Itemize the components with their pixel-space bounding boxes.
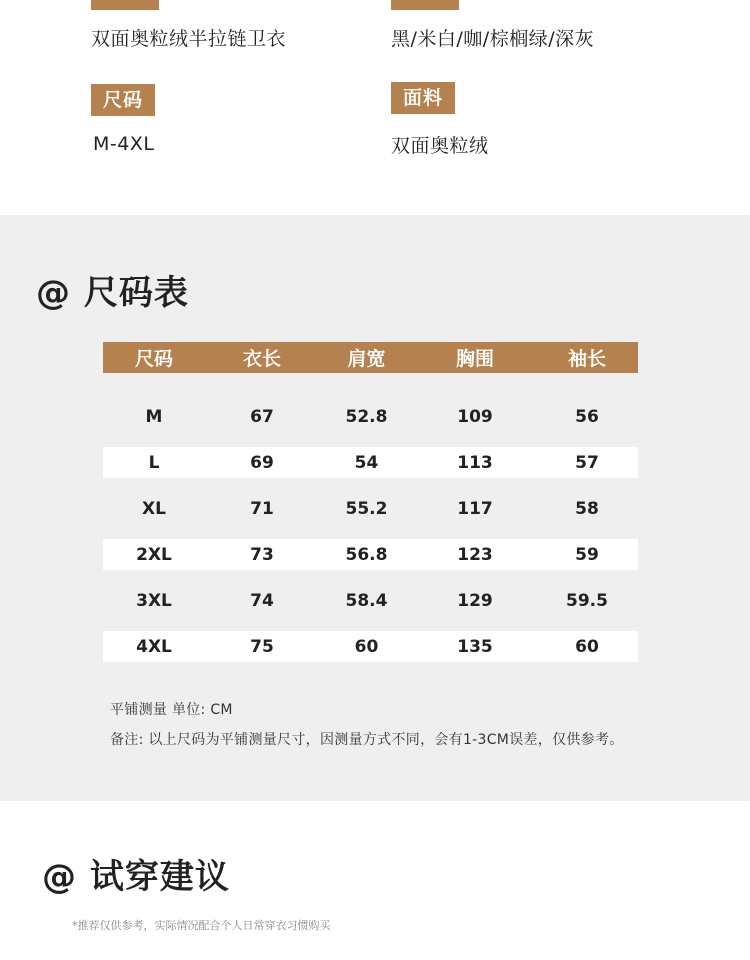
- cell-chest: 129: [457, 590, 493, 611]
- table-row: [103, 447, 638, 478]
- color-value: 黑/米白/咖/棕榈绿/深灰: [391, 28, 595, 50]
- remark-note: 备注: 以上尺码为平铺测量尺寸，因测量方式不同，会有1-3CM误差，仅供参考。: [110, 732, 624, 748]
- cell-length: 75: [250, 636, 274, 657]
- cell-shoulder: 55.2: [345, 498, 388, 519]
- size-table-header: [103, 342, 638, 373]
- cell-shoulder: 58.4: [345, 590, 388, 611]
- tag-color-cropped: [391, 0, 459, 10]
- cell-size: M: [145, 406, 163, 427]
- table-row: [103, 539, 638, 570]
- cell-sleeve: 59.5: [566, 590, 608, 611]
- cell-sleeve: 56: [575, 406, 599, 427]
- table-row: [103, 493, 638, 524]
- table-row: [103, 585, 638, 616]
- product-name-value: 双面奥粒绒半拉链卫衣: [91, 28, 287, 50]
- header-size: 尺码: [134, 348, 173, 370]
- header-sleeve: 袖长: [567, 348, 606, 370]
- header-chest: 胸围: [455, 348, 494, 370]
- cell-length: 71: [250, 498, 274, 519]
- tag-name-cropped: [91, 0, 159, 10]
- cell-sleeve: 59: [575, 544, 599, 565]
- size-table: [103, 342, 638, 662]
- cell-length: 73: [250, 544, 274, 565]
- cell-chest: 109: [457, 406, 493, 427]
- size-label: 尺码: [91, 84, 155, 116]
- fabric-label: 面料: [391, 82, 455, 114]
- table-row: [103, 631, 638, 662]
- cell-size: XL: [142, 498, 166, 519]
- cell-shoulder: 54: [354, 452, 379, 473]
- cell-shoulder: 60: [354, 636, 379, 657]
- header-shoulder: 肩宽: [347, 348, 386, 370]
- cell-sleeve: 60: [575, 636, 599, 657]
- cell-size: L: [148, 452, 160, 473]
- cell-size: 4XL: [136, 636, 172, 657]
- cell-chest: 135: [457, 636, 493, 657]
- cell-length: 67: [250, 406, 274, 427]
- cell-size: 2XL: [136, 544, 172, 565]
- cell-length: 69: [250, 452, 274, 473]
- cell-sleeve: 57: [575, 452, 599, 473]
- cell-chest: 113: [457, 452, 493, 473]
- fit-advice-section: [0, 801, 750, 960]
- cell-chest: 117: [457, 498, 493, 519]
- fabric-value: 双面奥粒绒: [391, 135, 489, 157]
- cell-shoulder: 52.8: [345, 406, 388, 427]
- cell-length: 74: [250, 590, 274, 611]
- size-value: M-4XL: [93, 133, 155, 155]
- header-length: 衣长: [242, 348, 281, 370]
- measure-unit-note: 平铺测量 单位: CM: [110, 702, 233, 718]
- fit-advice-title: @ 试穿建议: [42, 857, 230, 897]
- cell-shoulder: 56.8: [345, 544, 388, 565]
- cell-chest: 123: [457, 544, 493, 565]
- cell-sleeve: 58: [575, 498, 599, 519]
- size-chart-title: @ 尺码表: [36, 273, 189, 313]
- size-chart-section: [0, 215, 750, 801]
- fit-advice-note: *推荐仅供参考，实际情况配合个人日常穿衣习惯购买: [72, 919, 331, 932]
- product-info: [0, 0, 750, 215]
- cell-size: 3XL: [136, 590, 172, 611]
- table-row: [103, 401, 638, 432]
